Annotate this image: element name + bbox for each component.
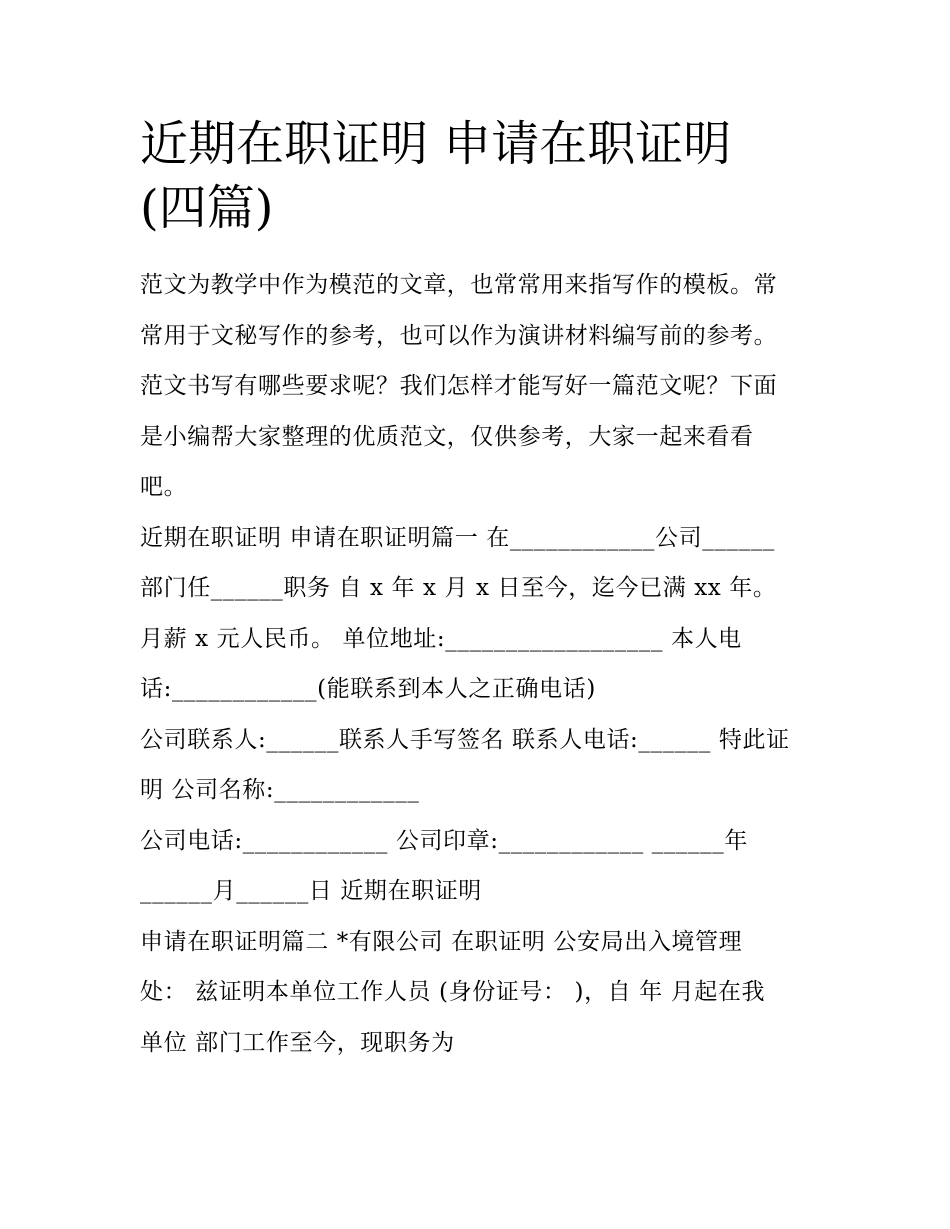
body-line-5: 吧。 [140,474,188,500]
body-line-1: 范文为教学中作为模范的文章，也常常用来指写作的模板。常 [140,272,778,298]
title-line-1: 近期在职证明 申请在职证明 [140,116,732,172]
body-line-14: 申请在职证明篇二 *有限公司 在职证明 公安局出入境管理 [140,928,743,955]
body-line-7: 部门任______职务 自 x 年 x 月 x 日至今，迄今已满 xx 年。 [140,575,777,601]
body-line-8: 月薪 x 元人民币。 单位地址:__________________ 本人电 [140,625,742,652]
body-line-15: 处： 兹证明本单位工作人员 (身份证号： )，自 年 月起在我 [140,979,766,1005]
body-line-12: 公司电话:____________ 公司印章:____________ ______年 [140,827,748,854]
body-line-9: 话:____________(能联系到本人之正确电话) [140,676,596,702]
body-line-3: 范文书写有哪些要求呢？我们怎样才能写好一篇范文呢？下面 [140,373,778,399]
body-line-16: 单位 部门工作至今，现职务为 [140,1029,455,1056]
body-line-6: 近期在职证明 申请在职证明篇一 在____________公司______ [140,524,775,551]
body-line-4: 是小编帮大家整理的优质范文，仅供参考，大家一起来看看 [140,423,754,450]
body-line-13: ______月______日 近期在职证明 [140,878,482,904]
document-body [140,260,815,1068]
body-line-11: 明 公司名称:____________ [140,777,420,803]
document-title [140,112,815,240]
document-page [140,112,815,1068]
body-line-2: 常用于文秘写作的参考，也可以作为演讲材料编写前的参考。 [140,322,778,349]
title-line-2: (四篇) [140,180,274,236]
body-line-10: 公司联系人:______联系人手写签名 联系人电话:______ 特此证 [140,726,790,753]
